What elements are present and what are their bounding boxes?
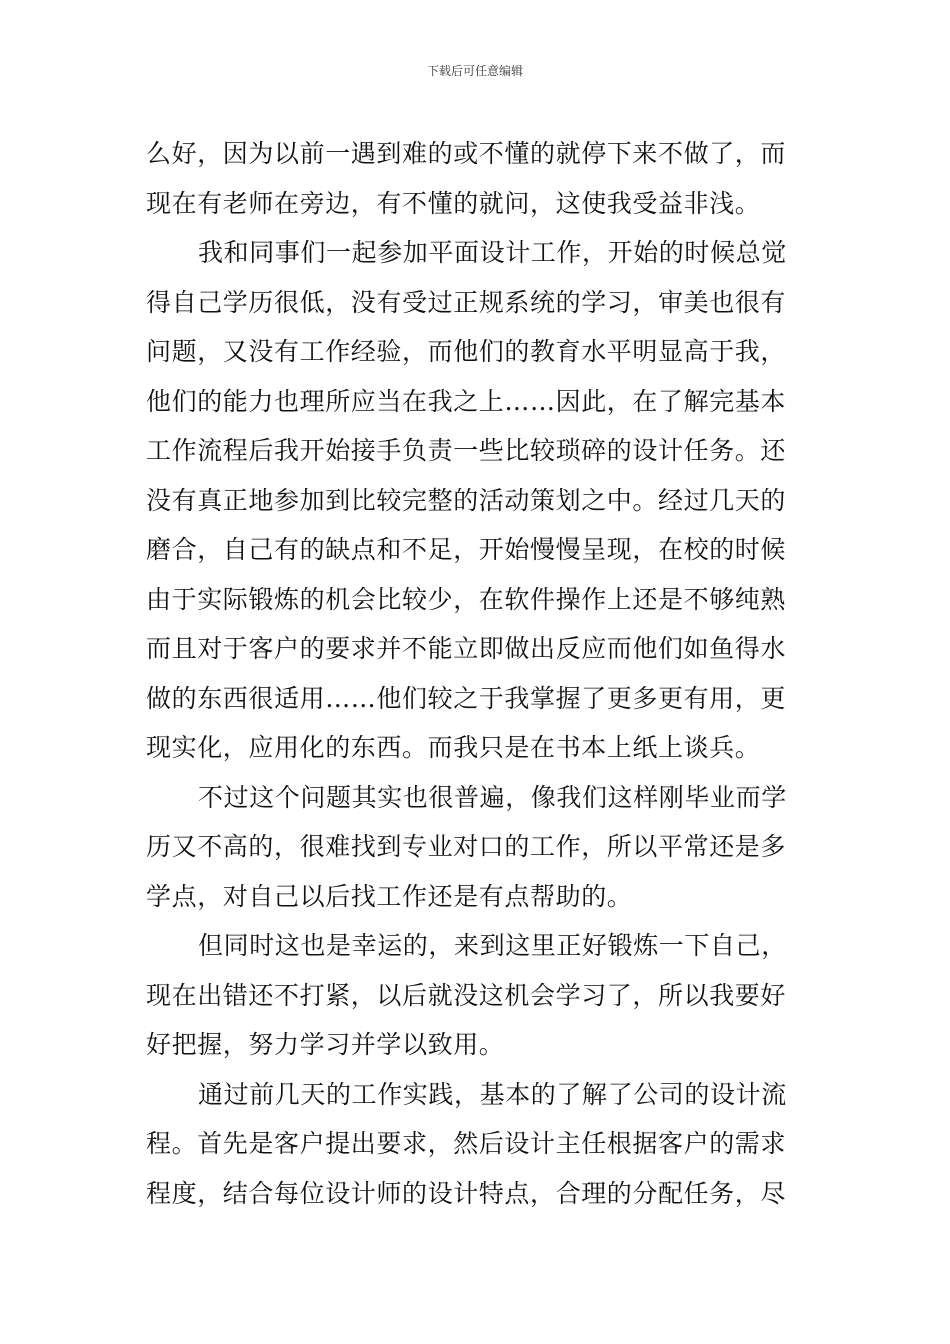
text-line: 得自己学历很低，没有受过正规系统的学习，审美也很有 [146,287,787,317]
paragraph-start-line: 但同时这也是幸运的，来到这里正好锻炼一下自己， [198,931,787,960]
text-line: 么好，因为以前一遇到难的或不懂的就停下来不做了，而 [146,139,787,168]
text-line: 工作流程后我开始接手负责一些比较琐碎的设计任务。还 [146,436,787,465]
text-line: 而且对于客户的要求并不能立即做出反应而他们如鱼得水 [146,634,787,663]
paragraph-start-line: 不过这个问题其实也很普遍，像我们这样刚毕业而学 [198,782,787,812]
text-line: 程。首先是客户提出要求，然后设计主任根据客户的需求 [146,1129,787,1158]
text-line: 没有真正地参加到比较完整的活动策划之中。经过几天的 [146,485,787,515]
text-line: 他们的能力也理所应当在我之上……因此，在了解完基本 [146,386,787,416]
text-line: 由于实际锻炼的机会比较少，在软件操作上还是不够纯熟 [146,584,787,614]
paragraph-start-line: 我和同事们一起参加平面设计工作，开始的时候总觉 [198,238,787,267]
text-line: 好把握，努力学习并学以致用。 [146,1030,505,1059]
text-line: 现实化，应用化的东西。而我只是在书本上纸上谈兵。 [146,733,761,762]
text-line: 现在有老师在旁边，有不懂的就问，这使我受益非浅。 [146,188,761,218]
text-line: 现在出错还不打紧，以后就没这机会学习了，所以我要好 [146,980,787,1010]
text-line: 问题，又没有工作经验，而他们的教育水平明显高于我， [146,337,787,366]
text-line: 程度，结合每位设计师的设计特点，合理的分配任务，尽 [146,1178,787,1208]
text-line: 磨合，自己有的缺点和不足，开始慢慢呈现，在校的时候 [146,535,787,564]
paragraph-start-line: 通过前几天的工作实践，基本的了解了公司的设计流 [198,1079,787,1109]
text-line: 学点，对自己以后找工作还是有点帮助的。 [146,881,633,911]
text-line: 做的东西很适用……他们较之于我掌握了更多更有用，更 [146,683,787,713]
text-line: 历又不高的，很难找到专业对口的工作，所以平常还是多 [146,832,787,861]
body-text [146,129,816,1218]
page-header: 下载后可任意编辑 [426,64,523,78]
